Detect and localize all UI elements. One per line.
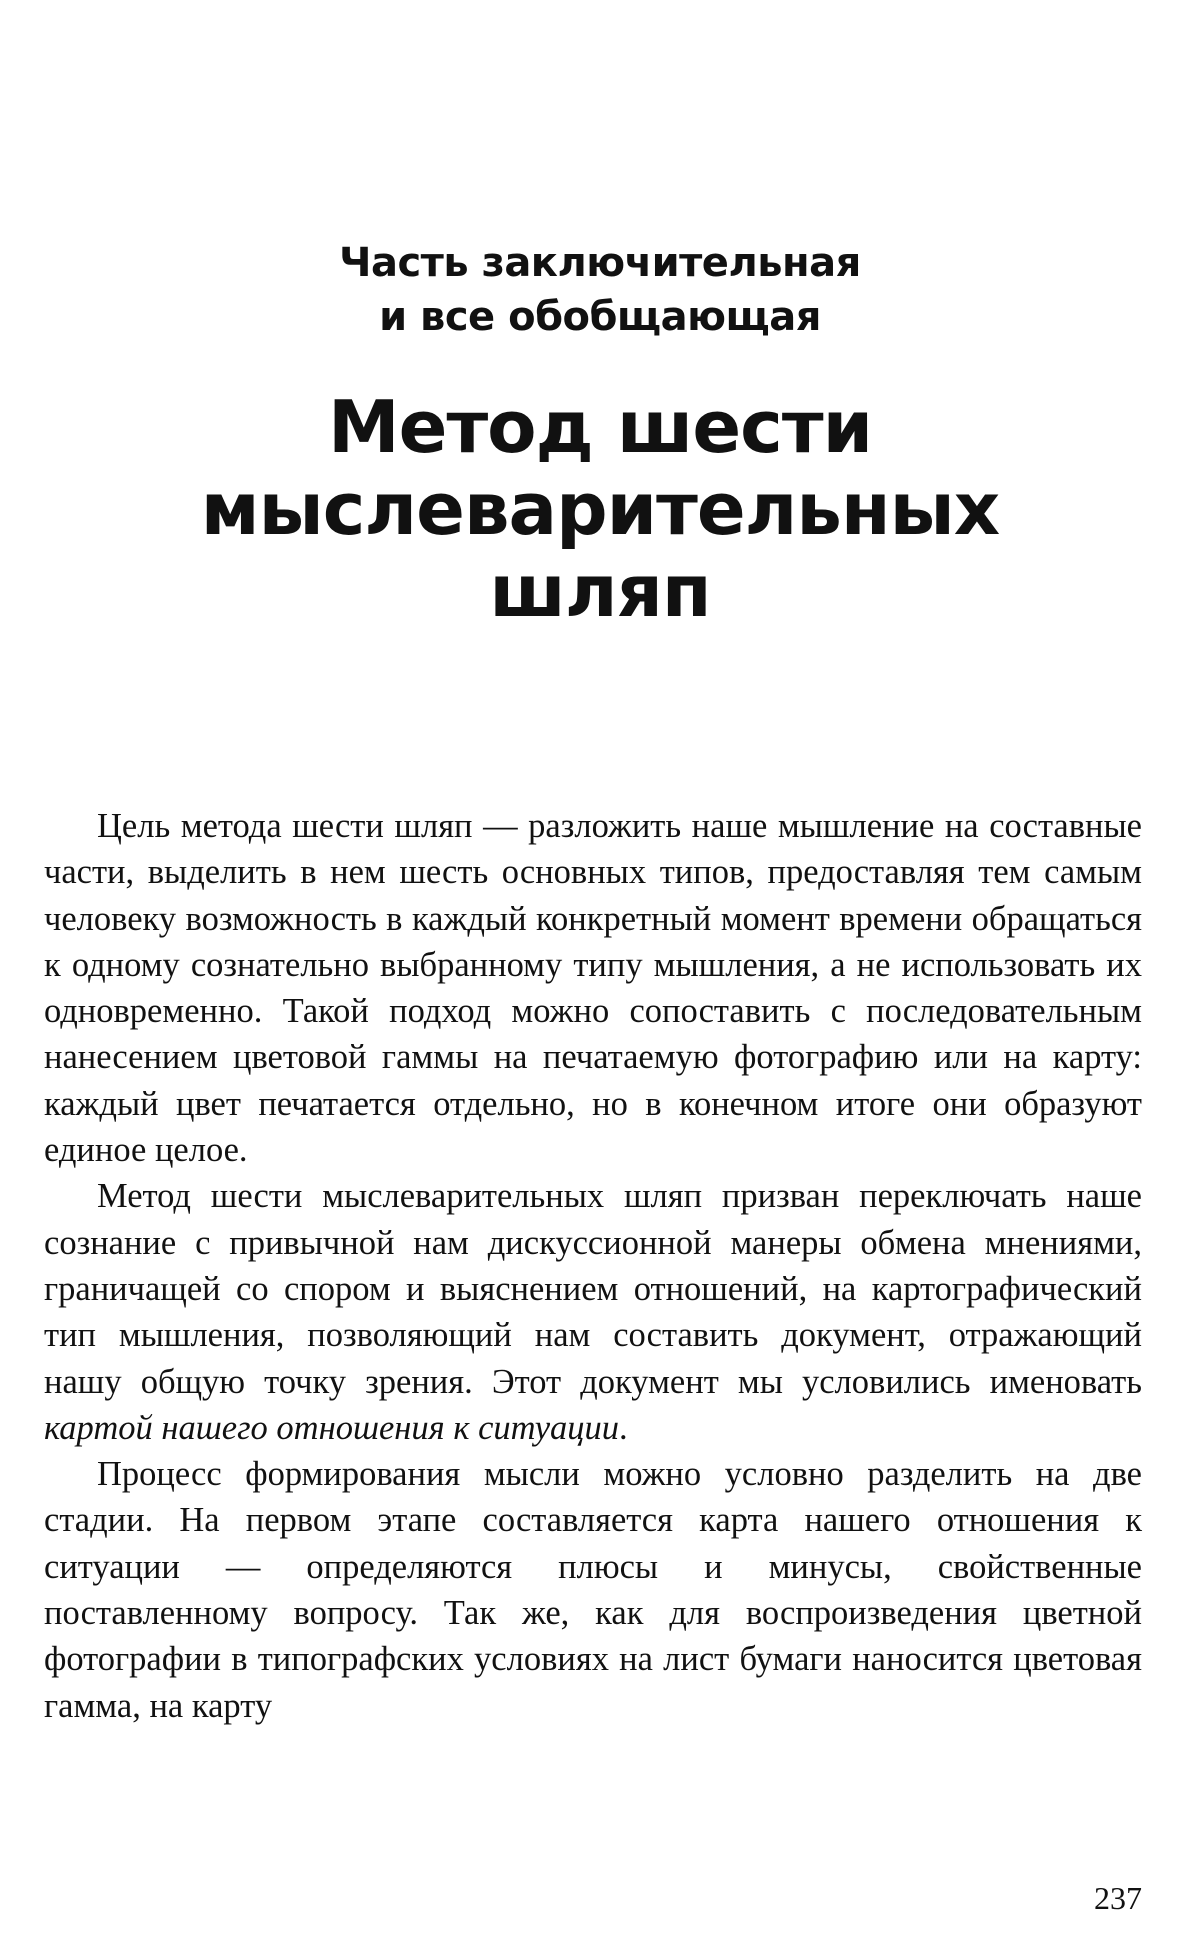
paragraph-2-text: Метод шести мыслеварительных шляп призван переключать наше сознание с привычной нам дискуссионной манеры обмена мнениями, граничащей со спором и выяснением отношений, на картографический тип мышления, позволяющий нам составить документ, отражающий нашу общую точку зрения. Этот документ мы условились именовать	[44, 1177, 1142, 1401]
chapter-title-line-2: мыслеварительных	[200, 467, 1000, 551]
chapter-title	[0, 386, 1200, 632]
part-title-line-1: Часть заключительная	[339, 240, 861, 286]
paragraph-1: Цель метода шести шляп — разложить наше мышление на составные части, выделить в нем шесть основных типов, предоставляя тем самым человеку возможность в каждый конкретный момент времени обращаться к одному сознательно выбранному типу мышления, а не использовать их одновременно. Такой подход можно сопоставить с последовательным нанесением цветовой гаммы на печатаемую фотографию или на карту: каждый цвет печатается отдельно, но в конечном итоге они образуют единое целое.	[44, 807, 1142, 1170]
paragraph-2-italic: картой нашего отношения к ситуации	[44, 1408, 620, 1447]
paragraph-2-tail: .	[619, 1408, 628, 1447]
chapter-title-line-3: шляп	[489, 549, 711, 633]
page-number: 237	[1094, 1880, 1142, 1916]
paragraph-3: Процесс формирования мысли можно условно разделить на две стадии. На первом этапе составляется карта нашего отношения к ситуации — определяются плюсы и минусы, свойственные поставленному вопросу. Так же, как для воспроизведения цветной фотографии в типографских условиях на лист бумаги наносится цветовая гамма, на карту	[44, 1455, 1142, 1725]
part-title-line-2: и все обобщающая	[379, 294, 821, 340]
part-title	[0, 236, 1200, 344]
paragraph-2	[44, 1173, 1142, 1451]
body-text	[44, 803, 1142, 1729]
chapter-title-line-1: Метод шести	[327, 385, 873, 469]
